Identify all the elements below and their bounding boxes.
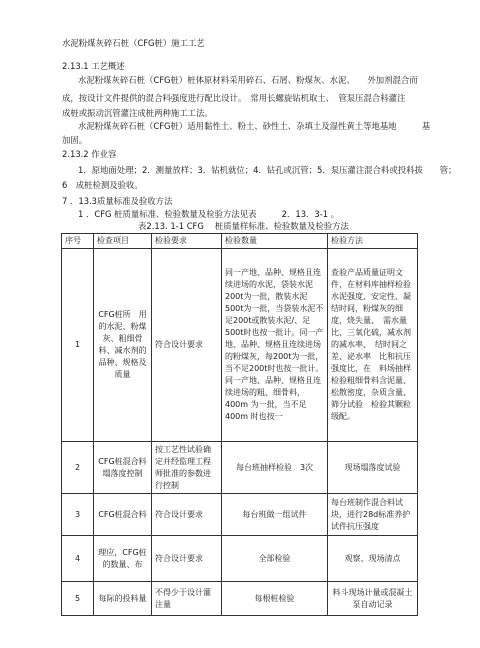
cell-quantity: 每台班抽样检验 3次 — [222, 442, 328, 494]
cell-item: 理应，CFG桩的数量、布 — [94, 536, 152, 582]
cell-method: 料斗现场计量或混凝土泵自动记录 — [328, 582, 418, 616]
cell-seq: 5 — [62, 582, 94, 616]
paragraph-1-line-3: 成桩或振动沉管灌注成桩两种施工工法。 — [62, 108, 213, 118]
cell-requirement: 符合设计要求 — [152, 494, 222, 536]
section-heading-3: 7 ．13.3质量标准及验收方法 — [62, 196, 173, 206]
header-method: 检验方法 — [328, 234, 418, 249]
header-quantity: 检验数量 — [222, 234, 328, 249]
table-header-row — [62, 234, 418, 249]
cell-item: 每际的投料量 — [94, 582, 152, 616]
table-row — [62, 442, 418, 494]
section-heading-1: 2.13.1 工艺概述 — [62, 61, 125, 71]
cell-item: CFG桩混合料 — [94, 494, 152, 536]
cell-quantity: 每台班做一组试件 — [222, 494, 328, 536]
cell-method: 每台班制作混合料试块，进行28d标准养护试件抗压强度 — [328, 494, 418, 536]
cell-item: CFG桩所 用的水泥、粉煤灰、粗细骨料、减水剂的品种、规格及质量 — [94, 249, 152, 442]
cell-method: 观察、现场清点 — [328, 536, 418, 582]
cell-quantity: 每根桩检验 — [222, 582, 328, 616]
cell-method: 现场塌落度试验 — [328, 442, 418, 494]
paragraph-2-line-1: 水泥粉煤灰碎石桩（CFG桩）适用黏性土、粉土、砂性土、杂填土及湿性黄土等地基地 基 — [78, 121, 431, 131]
cell-seq: 4 — [62, 536, 94, 582]
cell-seq: 3 — [62, 494, 94, 536]
cell-item: CFG桩混合料塌落度控制 — [94, 442, 152, 494]
doc-title: 水泥粉煤灰碎石桩（CFG桩）施工工艺 — [62, 38, 205, 48]
table-row — [62, 249, 418, 442]
table-row — [62, 582, 418, 616]
cell-quantity: 全部检验 — [222, 536, 328, 582]
cell-requirement: 按工艺性试验确定并经监理工程师批准的参数进行控制 — [152, 442, 222, 494]
cell-seq: 1 — [62, 249, 94, 442]
cell-seq: 2 — [62, 442, 94, 494]
header-requirement: 检验要求 — [152, 234, 222, 249]
table-row — [62, 494, 418, 536]
header-item: 检查项目 — [94, 234, 152, 249]
table-caption: 表2.13. 1-1 CFG 桩质量样标准、检验数量及检验方法 — [138, 221, 349, 231]
section-heading-2: 2.13.2 作业容 — [62, 149, 117, 159]
cell-quantity: 同一产地、品种、规格且连续进场的水泥，袋装水泥200t为一批，散装水泥 500t为一批，当袋装水泥不足200t或散装水泥/、足 500t时也按一批计。同一产地、品种、规格且连续进场的粉煤灰，每200t为一批，当不足200t时也按一批计。同一产地、品种、规格且连续进场的粗、细骨料， 400m 为一批，当不足 400m 时也按一 — [222, 249, 328, 442]
cell-method: 查验产品质量证明文件，在材料库抽样检验水泥强度、安定性、凝结时间，粉煤灰的细度，烧失量、 需水量比、三氧化硫，减水剂的减水率、 结时间之差、泌水率 比和抗压强度比，在 料场抽样检验粗细骨料含泥量、松散密度，杂质含量、筛分试验 检验其颗粒级配。 — [328, 249, 418, 442]
paragraph-1-line-2: 成，按设计文件提供的混合料强度进行配比设计。 常用长螺旋钻机取土、 管泵压混合料灌注 — [62, 93, 406, 103]
operations-line-2: 6 成桩检测及验收。 — [62, 180, 143, 190]
paragraph-1-line-1: 水泥粉煤灰碎石桩（CFG桩）桩体原材料采用碎石、石屑、粉煤灰、水泥、 外加剂混合而 — [78, 75, 418, 85]
operations-line-1: 1．原地面处理；2．测量放样；3．钻机就位；4．钻孔或沉管；5．泵压灌注混合料或投料拔 管； — [78, 165, 457, 175]
header-seq: 序号 — [62, 234, 94, 249]
quality-table — [61, 233, 418, 616]
cell-requirement: 符合设计要求 — [152, 249, 222, 442]
table-row — [62, 536, 418, 582]
cell-requirement: 符合设计要求 — [152, 536, 222, 582]
section-3-subline: 1 ．CFG 桩质量标准、检验数量及检验方法见表 2．13．3-1 。 — [78, 209, 340, 219]
cell-requirement: 不得少于设计灌注量 — [152, 582, 222, 616]
paragraph-2-line-2: 加固。 — [62, 135, 88, 145]
